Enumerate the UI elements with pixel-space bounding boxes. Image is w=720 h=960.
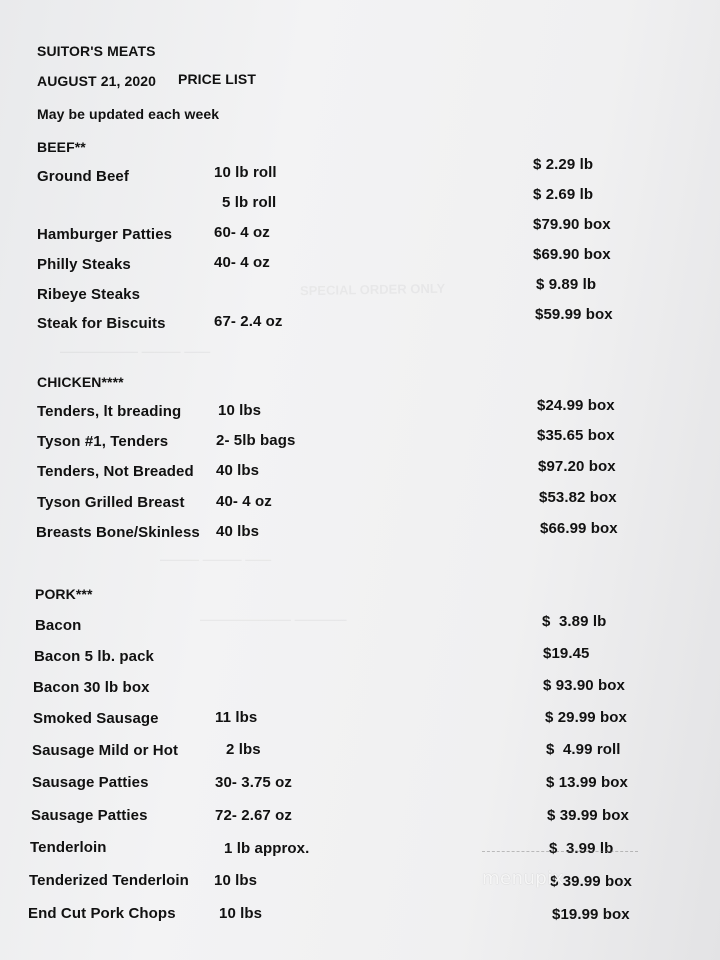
watermark-logo: menupix: [482, 868, 565, 889]
item-price: $24.99 box: [537, 397, 615, 414]
item-name: Hamburger Patties: [37, 226, 173, 243]
item-price: $ 13.99 box: [546, 774, 628, 791]
item-size: 10 lbs: [218, 402, 262, 419]
item-name: Tenderloin: [30, 839, 107, 856]
item-price: $35.65 box: [537, 427, 615, 444]
item-size: 40- 4 oz: [214, 254, 270, 271]
item-price: $19.99 box: [552, 906, 630, 923]
item-size: 40 lbs: [216, 462, 260, 479]
item-price: $ 2.69 lb: [533, 186, 594, 203]
item-price: $53.82 box: [539, 489, 617, 506]
item-name: Smoked Sausage: [33, 710, 159, 727]
list-date: AUGUST 21, 2020: [37, 73, 156, 89]
item-name: Steak for Biscuits: [37, 315, 166, 332]
item-name: Tenders, Not Breaded: [37, 463, 194, 480]
item-name: Bacon 5 lb. pack: [34, 648, 154, 665]
item-size: 10 lb roll: [214, 164, 277, 181]
update-note: May be updated each week: [37, 106, 220, 122]
item-price: $ 93.90 box: [543, 677, 625, 694]
item-name: Sausage Mild or Hot: [32, 742, 179, 759]
item-price: $ 3.99 lb: [549, 840, 614, 857]
item-name: Tyson #1, Tenders: [37, 433, 169, 450]
item-price: $59.99 box: [535, 306, 613, 323]
item-size: 40- 4 oz: [216, 493, 272, 510]
item-price: $ 2.29 lb: [533, 156, 594, 173]
item-price: $69.90 box: [533, 246, 611, 263]
item-name: Ground Beef: [37, 168, 129, 185]
item-name: Sausage Patties: [32, 774, 149, 791]
bleed-through-text: [300, 281, 445, 299]
item-name: Tenders, lt breading: [37, 403, 182, 420]
item-name: Tyson Grilled Breast: [37, 494, 185, 511]
bleed-through-text: [60, 344, 210, 359]
watermark-rule: [482, 851, 638, 852]
section-title-chicken: CHICKEN****: [37, 374, 124, 390]
item-name: Sausage Patties: [31, 807, 148, 824]
bleed-through-text: [160, 552, 271, 567]
item-price: $97.20 box: [538, 458, 616, 475]
item-size: 2- 5lb bags: [216, 432, 296, 449]
item-size: 5 lb roll: [222, 194, 277, 211]
item-price: $ 4.99 roll: [546, 741, 621, 758]
item-name: Tenderized Tenderloin: [29, 872, 189, 889]
item-price: $ 9.89 lb: [536, 276, 597, 293]
item-name: Ribeye Steaks: [37, 286, 141, 303]
item-size: 60- 4 oz: [214, 224, 270, 241]
section-title-pork: PORK***: [35, 586, 93, 602]
item-size: 1 lb approx.: [224, 840, 310, 857]
item-price: $ 39.99 box: [550, 873, 632, 890]
item-name: End Cut Pork Chops: [28, 905, 176, 922]
item-price: $ 29.99 box: [545, 709, 627, 726]
document-title: PRICE LIST: [178, 71, 257, 87]
item-name: Bacon: [35, 617, 82, 634]
item-size: 72- 2.67 oz: [215, 807, 292, 824]
item-price: $66.99 box: [540, 520, 618, 537]
item-price: $19.45: [543, 645, 590, 662]
item-size: 2 lbs: [226, 741, 261, 758]
item-name: Breasts Bone/Skinless: [36, 524, 200, 541]
item-size: 67- 2.4 oz: [214, 313, 283, 330]
item-price: $79.90 box: [533, 216, 611, 233]
section-title-beef: BEEF**: [37, 139, 86, 155]
item-name: Bacon 30 lb box: [33, 679, 150, 696]
item-size: 30- 3.75 oz: [215, 774, 292, 791]
item-size: 10 lbs: [219, 905, 263, 922]
item-price: $ 39.99 box: [547, 807, 629, 824]
store-name: SUITOR'S MEATS: [37, 43, 156, 59]
item-size: 40 lbs: [216, 523, 260, 540]
bleed-through-text: [200, 612, 347, 627]
item-size: 11 lbs: [215, 709, 258, 726]
item-price: $ 3.89 lb: [542, 613, 607, 630]
item-size: 10 lbs: [214, 872, 258, 889]
item-name: Philly Steaks: [37, 256, 131, 273]
